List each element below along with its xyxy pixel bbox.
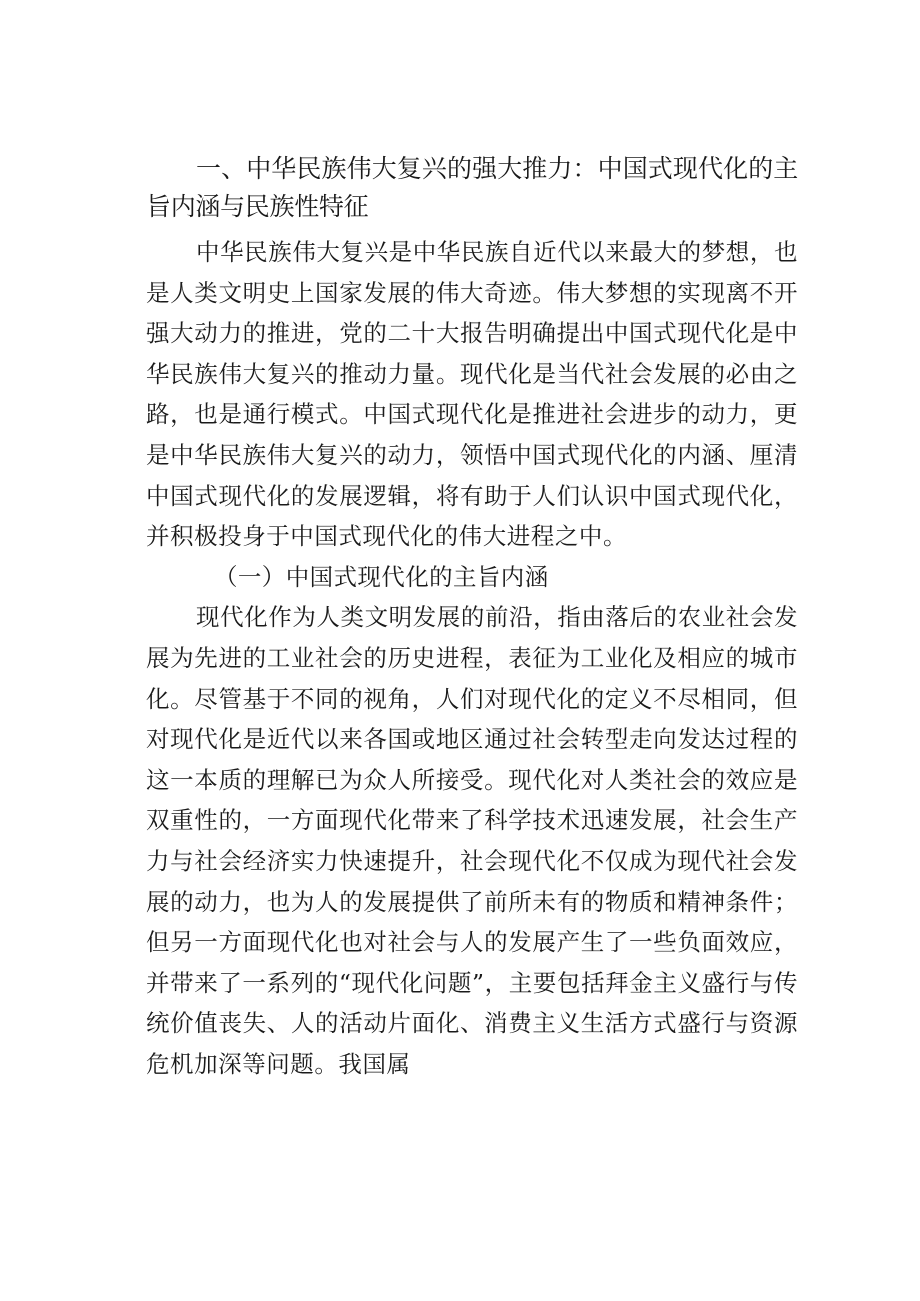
body-paragraph-1: 中华民族伟大复兴是中华民族自近代以来最大的梦想，也是人类文明史上国家发展的伟大奇迹。伟大梦想的实现离不开强大动力的推进，党的二十大报告明确提出中国式现代化是中华民族伟大复兴的推动力量。现代化是当代社会发展的必由之路，也是通行模式。中国式现代化是推进社会进步的动力，更是中华民族伟大复兴的动力，领悟中国式现代化的内涵、厘清中国式现代化的发展逻辑，将有助于人们认识中国式现代化，并积极投身于中国式现代化的伟大进程之中。: [146, 238, 798, 551]
subsection-heading: （一）中国式现代化的主旨内涵: [214, 562, 549, 591]
section-heading: 一、中华民族伟大复兴的强大推力：中国式现代化的主旨内涵与民族性特征: [146, 154, 798, 221]
body-paragraph-2: 现代化作为人类文明发展的前沿，指由落后的农业社会发展为先进的工业社会的历史进程，表征为工业化及相应的城市化。尽管基于不同的视角，人们对现代化的定义不尽相同，但对现代化是近代以来各国或地区通过社会转型走向发达过程的这一本质的理解已为众人所接受。现代化对人类社会的效应是双重性的，一方面现代化带来了科学技术迅速发展，社会生产力与社会经济实力快速提升，社会现代化不仅成为现代社会发展的动力，也为人的发展提供了前所未有的物质和精神条件；但另一方面现代化也对社会与人的发展产生了一些负面效应，并带来了一系列的“现代化问题”，主要包括拜金主义盛行与传统价值丧失、人的活动片面化、消费主义生活方式盛行与资源危机加深等问题。我国属: [146, 603, 798, 1078]
page-content: [146, 150, 798, 1084]
